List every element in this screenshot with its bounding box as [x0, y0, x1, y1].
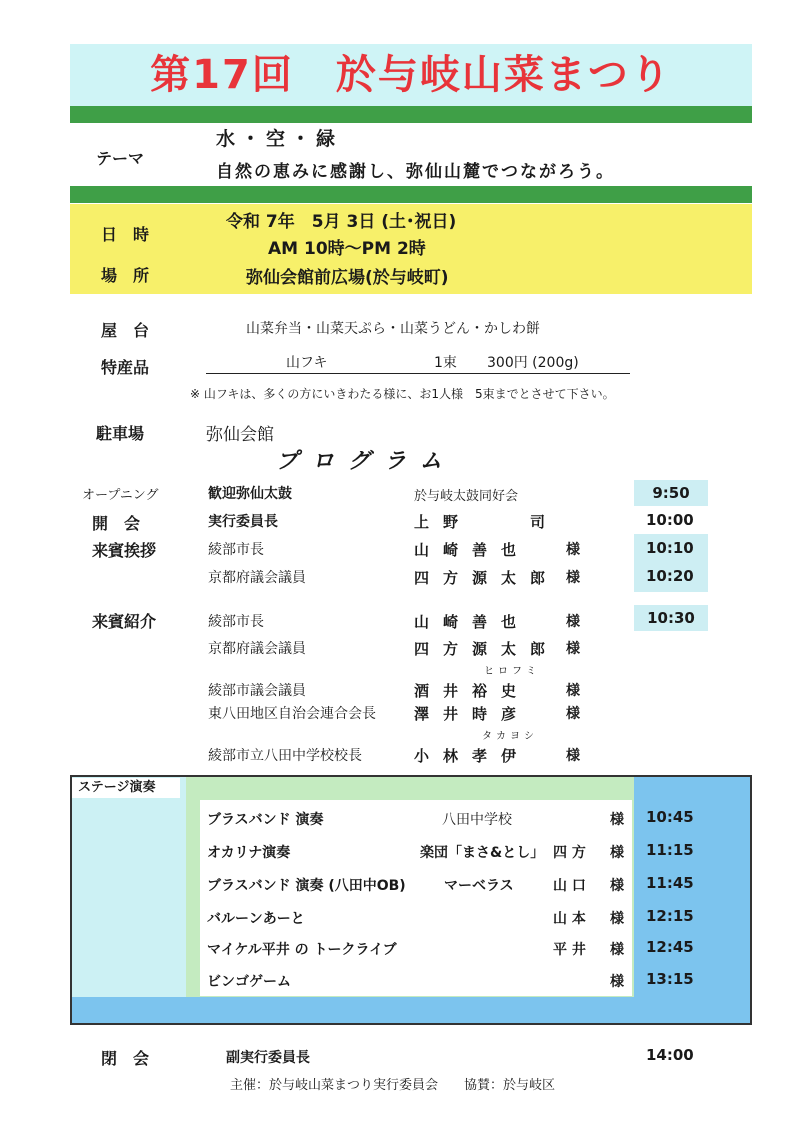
stage-act-1: ブラスバンド 演奏 [207, 812, 324, 828]
guest-role-4: 東八田地区自治会連合会長 [208, 706, 376, 722]
stage-honor-6: 様 [610, 974, 624, 990]
program-name-greet-1: 山崎善也 [414, 541, 531, 559]
stage-left-panel [72, 777, 200, 997]
program-time-open: 10:00 [646, 511, 694, 529]
guest-honor-1: 様 [566, 614, 580, 630]
stalls-label: 屋 台 [101, 321, 150, 340]
program-time-opening: 9:50 [634, 480, 708, 506]
program-honor-greet-1: 様 [566, 542, 580, 558]
stage-honor-2: 様 [610, 845, 624, 861]
program-role-greet-2: 京都府議会議員 [208, 570, 306, 586]
guest-honor-5: 様 [566, 748, 580, 764]
guest-honor-3: 様 [566, 683, 580, 699]
stalls-value: 山菜弁当・山菜天ぷら・山菜うどん・かしわ餅 [246, 321, 540, 337]
place-label: 場 所 [101, 266, 150, 285]
closing-role: 副実行委員長 [226, 1050, 310, 1066]
program-time-greet-2: 10:20 [646, 567, 694, 585]
guest-role-3: 綾部市議会議員 [208, 683, 306, 699]
guest-name-3: 酒井裕史 [414, 682, 531, 700]
specialty-unit: 1束 [434, 355, 457, 371]
stage-group-2: 楽団「まさ&とし」 [420, 845, 545, 861]
specialty-underline [206, 372, 630, 374]
stage-act-4: バルーンあーと [207, 911, 305, 927]
parking-value: 弥仙会館 [206, 425, 274, 445]
guest-role-2: 京都府議会議員 [208, 641, 306, 657]
stage-person-2: 四 方 [553, 845, 586, 861]
specialty-note: ※ 山フキは、多くの方にいきわたる様に、お1人様 5束までとさせて下さい。 [190, 387, 615, 401]
stage-act-6: ビンゴゲーム [207, 974, 291, 990]
program-name-opening: 於与岐太鼓同好会 [414, 489, 519, 504]
program-role-open: 実行委員長 [208, 514, 278, 530]
date-label: 日 時 [101, 225, 150, 244]
guest-name-2: 四方源太郎 [414, 640, 560, 658]
stage-time-6: 13:15 [646, 970, 694, 988]
stage-time-5: 12:45 [646, 938, 694, 956]
program-label-open: 開 会 [92, 514, 141, 533]
guest-honor-2: 様 [566, 641, 580, 657]
specialty-item: 山フキ [286, 355, 328, 371]
stage-time-2: 11:15 [646, 841, 694, 859]
guest-ruby-3: ヒロフミ [484, 666, 540, 677]
stage-person-5: 平 井 [553, 942, 586, 958]
event-place: 弥仙会館前広場(於与岐町) [246, 268, 449, 288]
program-name-greet-2: 四方源太郎 [414, 569, 560, 587]
theme-main: 水・空・緑 [216, 128, 342, 150]
divider-green-2 [70, 186, 752, 203]
program-label-opening: オープニング [82, 488, 159, 503]
closing-time: 14:00 [646, 1046, 694, 1064]
program-role-greet-1: 綾部市長 [208, 542, 264, 558]
program-time-greet-1: 10:10 [646, 539, 694, 557]
specialty-label: 特産品 [101, 358, 150, 377]
guest-name-5: 小林孝伊 [414, 747, 531, 765]
stage-act-5: マイケル平井 の トークライブ [207, 942, 397, 958]
stage-person-4: 山 本 [553, 911, 586, 927]
closing-label: 閉 会 [101, 1049, 150, 1068]
stage-group-1: 八田中学校 [442, 812, 512, 828]
stage-time-1: 10:45 [646, 808, 694, 826]
stage-label: ステージ演奏 [72, 778, 180, 798]
theme-sub: 自然の恵みに感謝し、弥仙山麓でつながろう。 [216, 162, 615, 182]
footer-organizers: 主催：於与岐山菜まつり実行委員会 協賛：於与岐区 [230, 1078, 556, 1093]
guests-time: 10:30 [634, 605, 708, 631]
event-time: AM 10時～PM 2時 [268, 239, 426, 259]
guest-ruby-5: タカヨシ [482, 731, 538, 742]
guest-role-1: 綾部市長 [208, 614, 264, 630]
stage-time-3: 11:45 [646, 874, 694, 892]
stage-honor-3: 様 [610, 878, 624, 894]
stage-honor-4: 様 [610, 911, 624, 927]
stage-person-3: 山 口 [553, 878, 586, 894]
stage-act-2: オカリナ演奏 [207, 845, 291, 861]
program-name-open: 上野 司 [414, 513, 560, 531]
guest-name-1: 山崎善也 [414, 613, 531, 631]
specialty-price: 300円 (200g) [487, 355, 579, 371]
stage-honor-1: 様 [610, 812, 624, 828]
stage-honor-5: 様 [610, 942, 624, 958]
guests-label: 来賓紹介 [92, 612, 157, 631]
program-label-greet: 来賓挨拶 [92, 541, 157, 560]
guest-honor-4: 様 [566, 706, 580, 722]
program-heading: プログラム [276, 449, 456, 474]
stage-act-3: ブラスバンド 演奏 (八田中OB) [207, 878, 406, 894]
guest-role-5: 綾部市立八田中学校校長 [208, 748, 362, 764]
stage-group-3: マーベラス [444, 878, 514, 894]
theme-label: テーマ [96, 149, 145, 168]
guest-name-4: 澤井時彦 [414, 705, 531, 723]
page-title: 第17回 於与岐山菜まつり [150, 52, 672, 98]
program-role-opening: 歓迎弥仙太鼓 [208, 486, 292, 502]
divider-green-1 [70, 106, 752, 123]
stage-time-4: 12:15 [646, 907, 694, 925]
event-date: 令和 7年 5月 3日 (土･祝日) [226, 212, 457, 232]
stage-table [200, 800, 632, 996]
program-honor-greet-2: 様 [566, 570, 580, 586]
parking-label: 駐車場 [96, 424, 145, 443]
